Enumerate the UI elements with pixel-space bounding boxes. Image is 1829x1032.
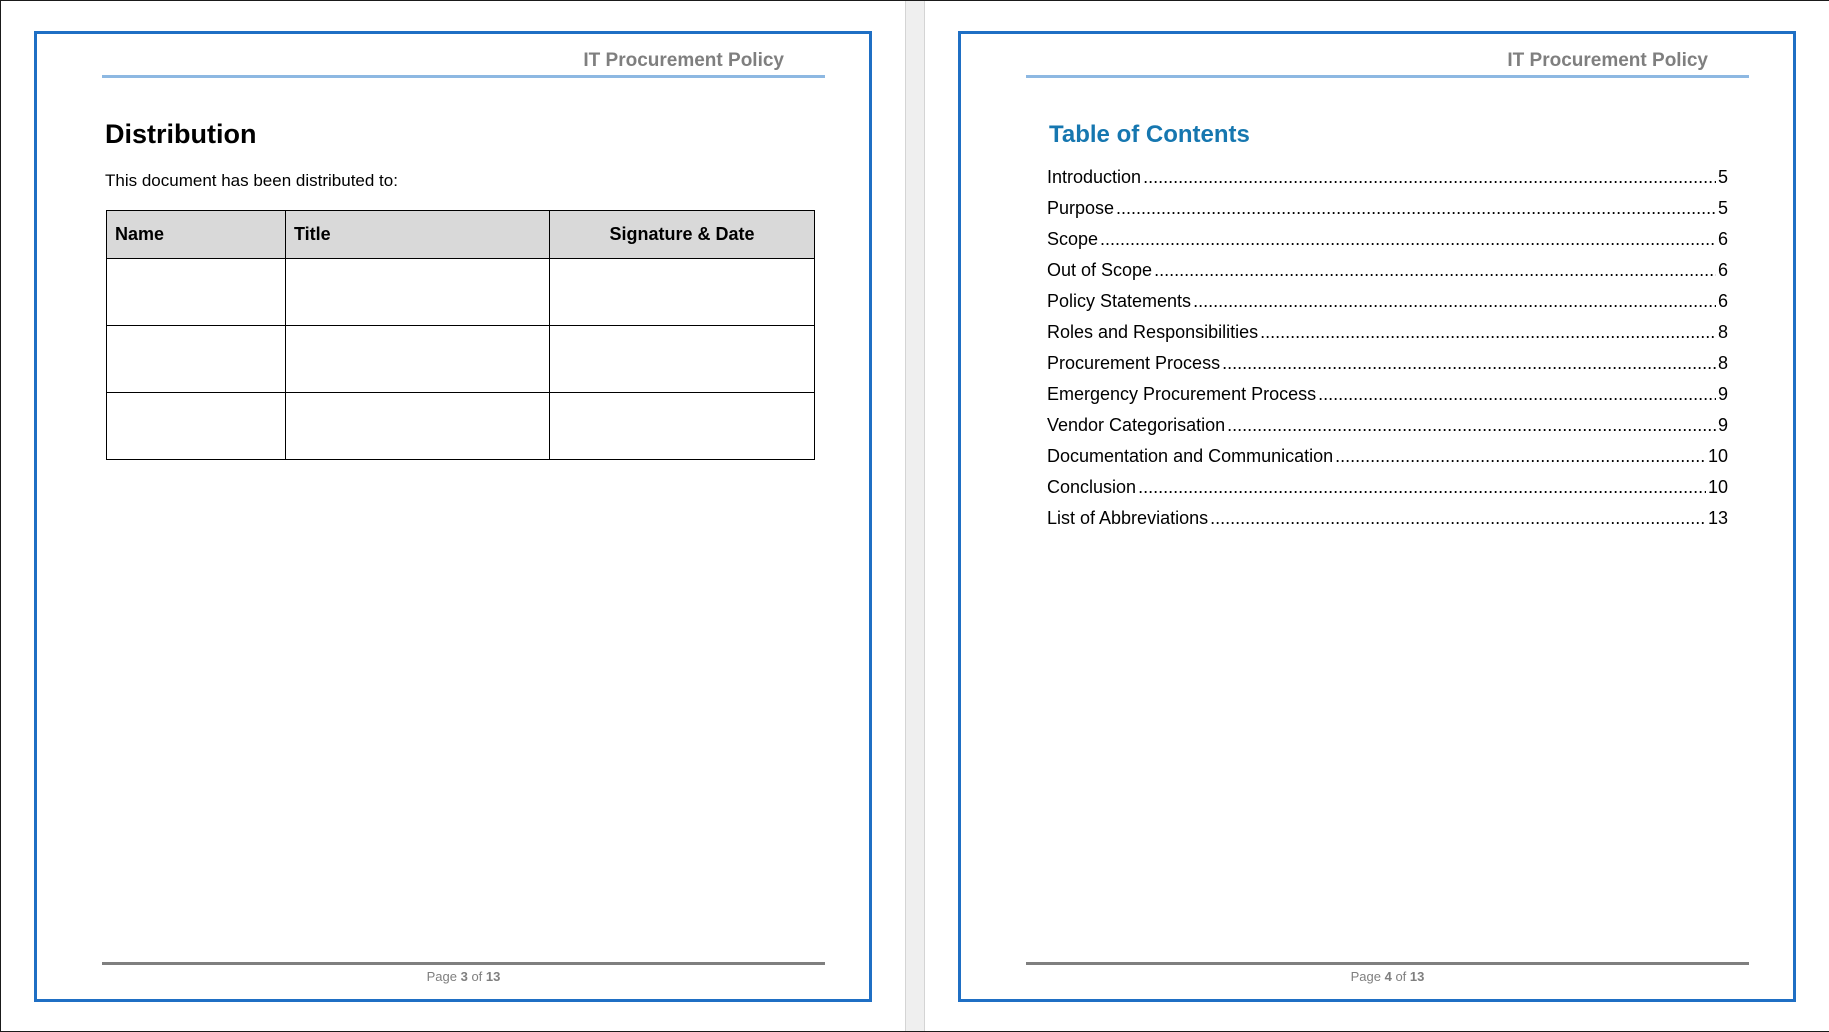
page-gutter (905, 1, 925, 1031)
toc-page-number: 6 (1717, 229, 1728, 249)
toc-leader-dots (1210, 508, 1706, 529)
toc-page-number: 8 (1717, 353, 1728, 373)
column-header-title: Title (286, 211, 550, 259)
table-row (107, 326, 815, 393)
footer-page: 4 (1384, 969, 1392, 984)
toc-label: Out of Scope (1047, 260, 1153, 280)
toc-page-number: 13 (1707, 508, 1728, 528)
toc-label: Documentation and Communication (1047, 446, 1334, 466)
table-header-row (107, 211, 815, 259)
footer-rule (102, 962, 825, 965)
toc-page-number: 8 (1717, 322, 1728, 342)
toc-entry-introduction[interactable] (1047, 167, 1728, 198)
footer-total: 13 (485, 969, 501, 984)
toc-leader-dots (1154, 260, 1716, 281)
toc-entry-roles-and-responsibilities[interactable] (1047, 322, 1728, 353)
toc-entry-conclusion[interactable] (1047, 477, 1728, 508)
toc-leader-dots (1193, 291, 1716, 312)
toc-page-number: 10 (1707, 477, 1728, 497)
table-cell[interactable] (550, 393, 815, 460)
toc-page-number: 10 (1707, 446, 1728, 466)
toc-entry-purpose[interactable] (1047, 198, 1728, 229)
toc-leader-dots (1143, 167, 1716, 188)
column-header-name: Name (107, 211, 286, 259)
column-header-signature-date: Signature & Date (550, 211, 815, 259)
toc-entry-documentation-and-communication[interactable] (1047, 446, 1728, 477)
footer-of: of (1391, 969, 1410, 984)
table-cell[interactable] (107, 326, 286, 393)
toc-entry-list-of-abbreviations[interactable] (1047, 508, 1728, 539)
toc-label: Policy Statements (1047, 291, 1192, 311)
toc-leader-dots (1100, 229, 1716, 250)
footer-prefix: Page (1350, 969, 1385, 984)
table-cell[interactable] (286, 259, 550, 326)
table-row (107, 393, 815, 460)
table-cell[interactable] (286, 326, 550, 393)
toc-page-number: 9 (1717, 415, 1728, 435)
table-row (107, 259, 815, 326)
toc-page-number: 6 (1717, 260, 1728, 280)
toc-entry-emergency-procurement-process[interactable] (1047, 384, 1728, 415)
toc-label: Vendor Categorisation (1047, 415, 1226, 435)
table-cell[interactable] (107, 259, 286, 326)
distribution-table (106, 210, 815, 460)
page-4 (926, 1, 1829, 1031)
footer-rule (1026, 962, 1749, 965)
toc-leader-dots (1222, 353, 1716, 374)
table-cell[interactable] (550, 326, 815, 393)
toc-label: Purpose (1047, 198, 1115, 218)
toc-entry-policy-statements[interactable] (1047, 291, 1728, 322)
distribution-intro: This document has been distributed to: (105, 171, 398, 190)
header-title: IT Procurement Policy (583, 50, 784, 71)
table-cell[interactable] (107, 393, 286, 460)
footer-of: of (467, 969, 486, 984)
toc-label: Introduction (1047, 167, 1142, 187)
table-cell[interactable] (286, 393, 550, 460)
toc-entry-scope[interactable] (1047, 229, 1728, 260)
header-rule (102, 75, 825, 78)
toc-label: Procurement Process (1047, 353, 1221, 373)
toc-page-number: 5 (1717, 198, 1728, 218)
footer-total: 13 (1409, 969, 1425, 984)
table-of-contents (1047, 167, 1728, 539)
toc-page-number: 6 (1717, 291, 1728, 311)
toc-entry-out-of-scope[interactable] (1047, 260, 1728, 291)
footer-prefix: Page (426, 969, 461, 984)
table-cell[interactable] (550, 259, 815, 326)
toc-leader-dots (1260, 322, 1716, 343)
toc-entry-vendor-categorisation[interactable] (1047, 415, 1728, 446)
toc-entry-procurement-process[interactable] (1047, 353, 1728, 384)
toc-leader-dots (1318, 384, 1716, 405)
toc-label: Scope (1047, 229, 1099, 249)
toc-leader-dots (1227, 415, 1716, 436)
header-rule (1026, 75, 1749, 78)
toc-label: Roles and Responsibilities (1047, 322, 1259, 342)
toc-label: Emergency Procurement Process (1047, 384, 1317, 404)
header-title: IT Procurement Policy (1507, 50, 1708, 71)
toc-leader-dots (1335, 446, 1706, 467)
toc-page-number: 9 (1717, 384, 1728, 404)
page-number-footer (102, 969, 825, 984)
toc-label: Conclusion (1047, 477, 1137, 497)
page-3 (2, 1, 907, 1031)
toc-heading: Table of Contents (1049, 121, 1250, 148)
toc-page-number: 5 (1717, 167, 1728, 187)
toc-leader-dots (1138, 477, 1706, 498)
toc-label: List of Abbreviations (1047, 508, 1209, 528)
page-number-footer (1026, 969, 1749, 984)
toc-leader-dots (1116, 198, 1716, 219)
distribution-heading: Distribution (105, 119, 257, 149)
footer-page: 3 (460, 969, 468, 984)
